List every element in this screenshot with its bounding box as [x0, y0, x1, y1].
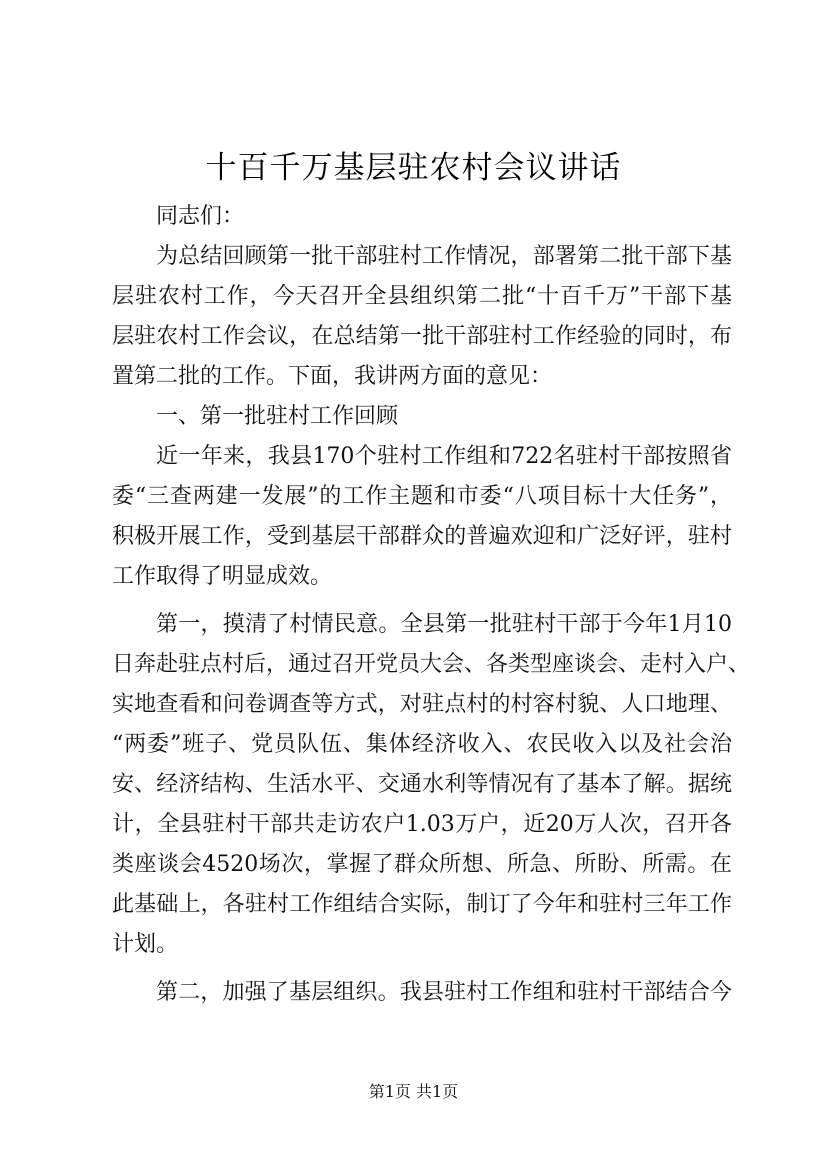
text-line: 计，全县驻村干部共走访农户1.03万户，近20万人次，召开各	[112, 812, 732, 837]
text-line: 安、经济结构、生活水平、交通水利等情况有了基本了解。据统	[112, 772, 732, 797]
text-line: 第一，摸清了村情民意。全县第一批驻村干部于今年1月10	[156, 612, 732, 637]
text-line: 积极开展工作，受到基层干部群众的普遍欢迎和广泛好评，驻村	[112, 524, 732, 549]
text-line: 类座谈会4520场次，掌握了群众所想、所急、所盼、所需。在	[112, 852, 732, 877]
text-line: 第二，加强了基层组织。我县驻村工作组和驻村干部结合今	[156, 980, 732, 1005]
text-line: “两委”班子、党员队伍、集体经济收入、农民收入以及社会治	[112, 732, 732, 757]
text-line: 计划。	[112, 932, 179, 957]
section-heading: 一、第一批驻村工作回顾	[156, 404, 399, 429]
document-title: 十百千万基层驻农村会议讲话	[205, 150, 622, 186]
text-line: 置第二批的工作。下面，我讲两方面的意见：	[112, 364, 553, 389]
page-footer: 第1页 共1页	[368, 1082, 459, 1101]
text-line: 此基础上，各驻村工作组结合实际，制订了今年和驻村三年工作	[112, 892, 732, 917]
text-line: 层驻农村工作会议，在总结第一批干部驻村工作经验的同时，布	[112, 324, 732, 349]
text-line: 实地查看和问卷调查等方式，对驻点村的村容村貌、人口地理、	[112, 692, 732, 717]
text-line: 委“三查两建一发展”的工作主题和市委“八项目标十大任务”，	[112, 484, 732, 509]
text-line: 近一年来，我县170个驻村工作组和722名驻村干部按照省	[156, 444, 732, 469]
text-line: 日奔赴驻点村后，通过召开党员大会、各类型座谈会、走村入户、	[112, 652, 751, 677]
text-line: 为总结回顾第一批干部驻村工作情况，部署第二批干部下基	[156, 244, 732, 269]
text-line: 层驻农村工作，今天召开全县组织第二批“十百千万”干部下基	[112, 284, 732, 309]
text-line: 同志们：	[156, 204, 245, 229]
text-line: 工作取得了明显成效。	[112, 564, 333, 589]
